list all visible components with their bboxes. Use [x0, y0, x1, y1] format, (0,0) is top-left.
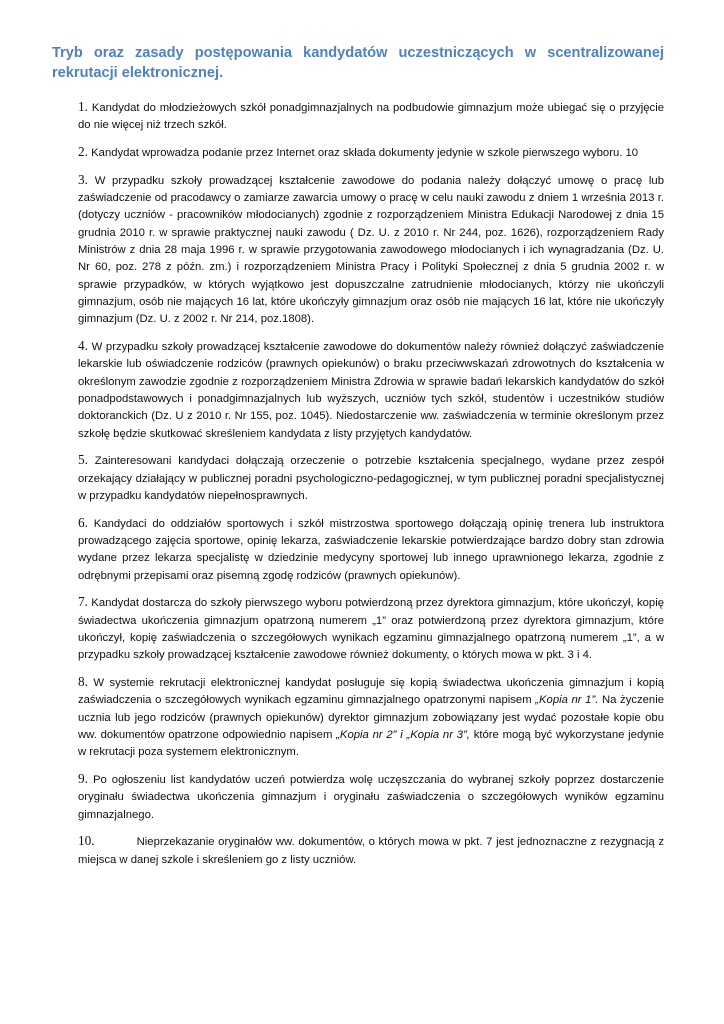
item-number: 5.: [78, 452, 88, 468]
numbered-list: [78, 98, 664, 878]
item-text: Nieprzekazanie oryginałów ww. dokumentów, o których mowa w pkt. 7 jest jednoznaczne z rezygnacją z miejsca w danej szkole i skreśleniem go z listy uczniów.: [78, 836, 664, 866]
item-number: 10.: [78, 833, 95, 849]
list-item: [78, 143, 664, 162]
item-text: W przypadku szkoły prowadzącej kształcenie zawodowe do podania należy dołączyć umowę o pracę lub zaświadczenie od pracodawcy o zamiarze zawarcia umowy o pracę w celu nauki zawodu z dniem 1 września 2013 r. (dotyczy uczniów - pracowników młodocianych) zgodnie z rozporządzeniem Ministra Edukacji Narodowej z dnia 15 grudnia 2010 r. w sprawie praktycznej nauki zawodu ( Dz. U. z 2010 r. Nr 244, poz. 1626), rozporządzeniem Rady Ministrów z dnia 28 maja 1996 r. w sprawie przygotowania zawodowego młodocianych i ich wynagradzania (Dz. U. Nr 60, poz. 278 z późn. zm.) i rozporządzeniem Ministra Pracy i Polityki Społecznej z dnia 5 grudnia 2002 r. w sprawie przypadków, w których wyjątkowo jest dopuszczalne zatrudnienie młodocianych, którzy nie ukończyli gimnazjum, osób nie mających 16 lat, które ukończyły gimnazjum oraz osób nie mających 16 lat, które nie ukończyły gimnazjum (Dz. U. z 2002 r. Nr 214, poz.1808).: [78, 174, 664, 326]
item-number: 6.: [78, 514, 88, 530]
item-text-part: W systemie rekrutacji elektronicznej kandydat posługuje się kopią świadectwa ukończenia gimnazjum i kopią zaświadczenia o szczegółowych wynikach egzaminu gimnazjalnego opatrzonymi napisem: [78, 677, 665, 707]
list-item: [78, 337, 664, 443]
list-item: [78, 98, 664, 135]
list-item: [78, 770, 664, 824]
item-text-part: Na życzenie ucznia lub jego rodziców (prawnych opiekunów) dyrektor gimnazjum zobowiązany jest wydać pozostałe kopie obu ww. dokumentów opatrzone odpowiednio napisem: [78, 694, 665, 741]
item-text-emphasis: „Kopia nr 2” i „Kopia nr 3”,: [336, 729, 470, 741]
list-item: [78, 593, 664, 664]
item-number: 8.: [78, 674, 88, 690]
item-text: Kandydat wprowadza podanie przez Internet oraz składa dokumenty jedynie w szkole pierwszego wyboru. 10: [91, 147, 639, 160]
item-text: Kandydat dostarcza do szkoły pierwszego wyboru potwierdzoną przez dyrektora gimnazjum, które ukończył, kopię świadectwa ukończenia gimnazjum opatrzoną numerem „1” oraz potwierdzoną przez dyrektora gimnazjum, które ukończył, kopię zaświadczenia o szczegółowych wynikach egzaminu gimnazjalnego opatrzoną numerem „1”, a w przypadku szkoły prowadzącej kształcenie zawodowe również dokumenty, o których mowa w pkt. 3 i 4.: [78, 597, 664, 662]
list-item: [78, 451, 664, 505]
list-item: [78, 673, 664, 761]
list-item: [78, 832, 664, 869]
item-number: 3.: [78, 171, 88, 187]
item-number: 1.: [78, 99, 88, 114]
item-text-part: które mogą być wykorzystane jedynie w rekrutacji poza systemem elektronicznym.: [78, 729, 664, 759]
list-item: [78, 171, 664, 329]
item-number: 9.: [78, 771, 88, 787]
item-text: Po ogłoszeniu list kandydatów uczeń potwierdza wolę uczęszczania do wybranej szkoły poprzez dostarczenie oryginału świadectwa ukończenia gimnazjum i oryginału zaświadczenia o szczegółowych wyników egzaminu gimnazjalnego.: [78, 774, 665, 821]
item-number: 7.: [78, 594, 88, 610]
list-item: [78, 514, 664, 585]
item-text: W przypadku szkoły prowadzącej kształcenie zawodowe do dokumentów należy również dołączyć zaświadczenie lekarskie lub oświadczenie rodziców (prawnych opiekunów) o braku przeciwwskazań zdrowotnych do kształcenia w określonym zawodzie zgodnie z rozporządzeniem Ministra Zdrowia w sprawie badań lekarskich kandydatów do szkół ponadpodstawowych i ponadgimnazjalnych lub wyższych, uczniów tych szkół, studentów i uczestników studiów doktoranckich (Dz. U z 2010 r. Nr 155, poz. 1045). Niedostarczenie ww. zaświadczenia w terminie określonym przez szkołę będzie skutkować skreśleniem kandydata z listy przyjętych kandydatów.: [78, 341, 664, 440]
item-text: Kandydat do młodzieżowych szkół ponadgimnazjalnych na podbudowie gimnazjum może ubiegać się o przyjęcie do nie więcej niż trzech szkół.: [78, 102, 664, 132]
item-number: 2.: [78, 144, 88, 160]
document-title: Tryb oraz zasady postępowania kandydatów uczestniczących w scentralizowanej rekrutacji elektronicznej.: [52, 45, 664, 81]
item-number: 4.: [78, 338, 88, 354]
item-text: Kandydaci do oddziałów sportowych i szkół mistrzostwa sportowego dołączają opinię trenera lub instruktora prowadzącego zajęcia sportowe, opinię lekarza, zaświadczenie lekarskie potwierdzające bardzo dobry stan zdrowia wydane przez lekarza specjalistę w dziedzinie medycyny sportowej lub innego uprawnionego lekarza, zgodnie z odrębnymi przepisami oraz pisemną zgodę rodziców (prawnych opiekunów).: [78, 517, 664, 582]
item-text-emphasis: „Kopia nr 1”.: [535, 694, 599, 707]
item-text: Zainteresowani kandydaci dołączają orzeczenie o potrzebie kształcenia specjalnego, wydane przez zespół orzekający działający w publicznej poradni psychologiczno-pedagogicznej, w tym publicznej poradni specjalistycznej w przypadku kandydatów niepełnosprawnych.: [78, 455, 665, 502]
